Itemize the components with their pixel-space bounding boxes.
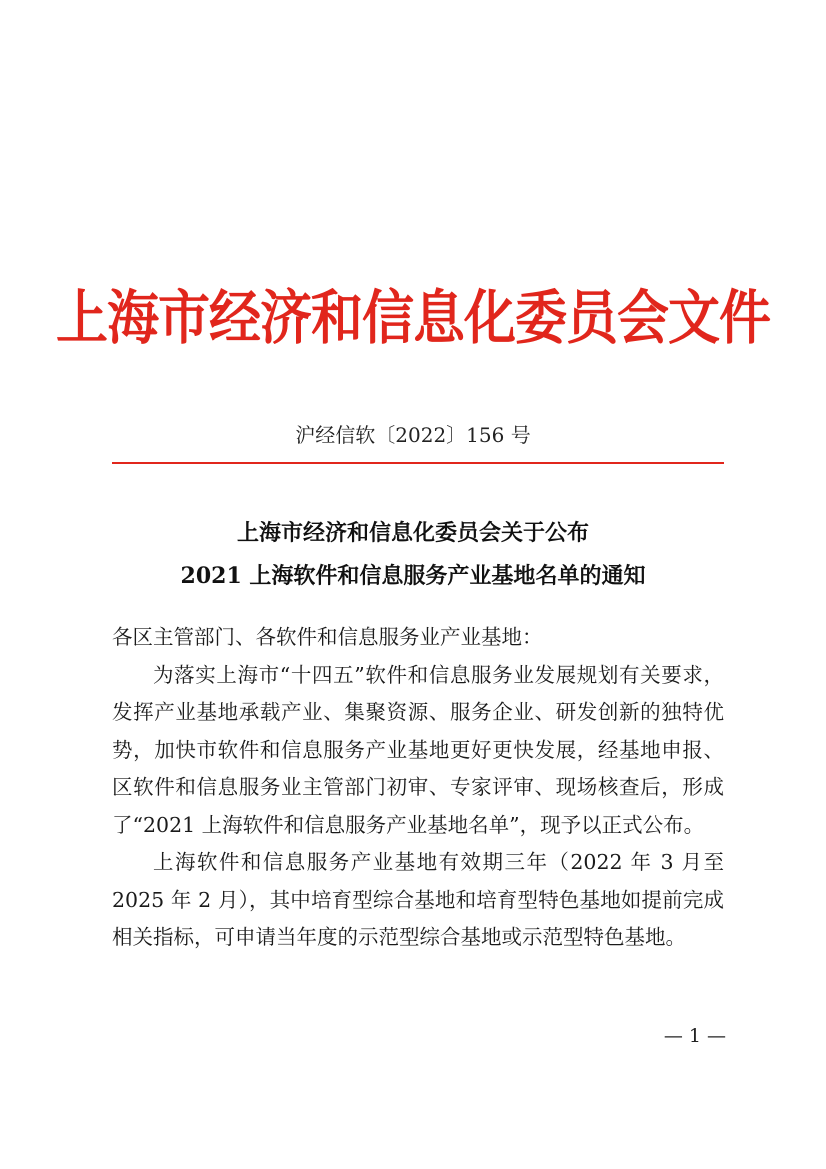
salutation: 各区主管部门、各软件和信息服务业产业基地：	[112, 625, 543, 649]
page-number: — 1 —	[663, 1025, 726, 1047]
notice-title-line-2: 2021 上海软件和信息服务产业基地名单的通知	[180, 563, 646, 589]
body-paragraph-2: 上海软件和信息服务产业基地有效期三年（2022 年 3 月至 2025 年 2 月），其中培育型综合基地和培育型特色基地如提前完成相关指标，可申请当年度的示范型综合基地或示范型特色基地。	[112, 850, 724, 949]
notice-body	[112, 619, 724, 957]
issuing-authority-masthead: 上海市经济和信息化委员会文件	[55, 284, 770, 353]
document-number: 沪经信软〔2022〕156 号	[295, 423, 531, 447]
notice-title-line-1: 上海市经济和信息化委员会关于公布	[236, 520, 589, 546]
red-separator-line	[112, 462, 724, 464]
body-paragraph-1: 为落实上海市“十四五”软件和信息服务业发展规划有关要求，发挥产业基地承载产业、集聚资源、服务企业、研发创新的独特优势，加快市软件和信息服务产业基地更好更快发展，经基地申报、区软件和信息服务业主管部门初审、专家评审、现场核查后，形成了“2021 上海软件和信息服务产业基地名单”，现予以正式公布。	[112, 662, 724, 837]
